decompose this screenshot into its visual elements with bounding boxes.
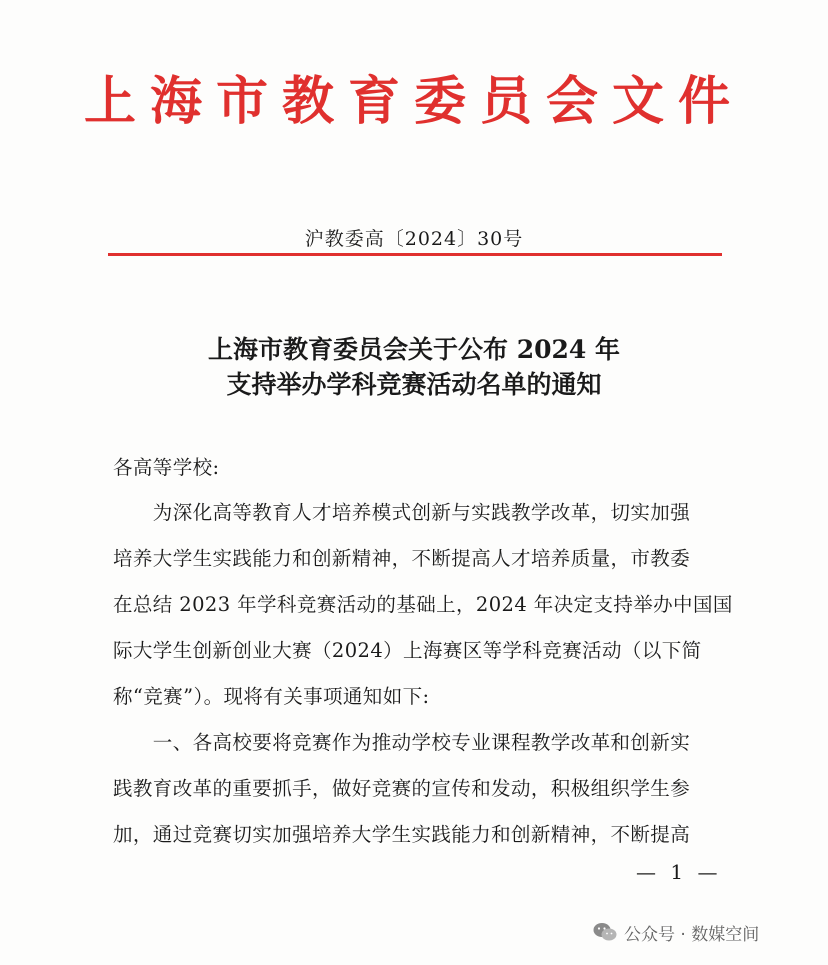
addressee: 各高等学校: bbox=[113, 456, 220, 479]
body-line: 培养大学生实践能力和创新精神，不断提高人才培养质量，市教委 bbox=[113, 547, 691, 570]
document-header-title: 上海市教育委员会文件 bbox=[83, 72, 744, 132]
watermark-text: 公众号 · 数媒空间 bbox=[624, 924, 760, 945]
watermark bbox=[592, 918, 759, 946]
wechat-icon bbox=[592, 921, 618, 943]
body-line: 加，通过竞赛切实加强培养大学生实践能力和创新精神，不断提高 bbox=[113, 823, 691, 846]
page-number: — 1 — bbox=[636, 860, 722, 884]
body-line: 称“竞赛”）。现将有关事项通知如下: bbox=[113, 685, 430, 708]
header-red-divider bbox=[108, 253, 722, 256]
body-line: 际大学生创新创业大赛（2024）上海赛区等学科竞赛活动（以下简 bbox=[113, 639, 702, 662]
body-line: 一、各高校要将竞赛作为推动学校专业课程教学改革和创新实 bbox=[113, 731, 691, 754]
body-line: 为深化高等教育人才培养模式创新与实践教学改革，切实加强 bbox=[113, 501, 691, 524]
notice-title-line-2: 支持举办学科竞赛活动名单的通知 bbox=[226, 370, 602, 399]
document-number: 沪教委高〔2024〕30号 bbox=[304, 228, 524, 250]
body-line: 在总结 2023 年学科竞赛活动的基础上，2024 年决定支持举办中国国 bbox=[113, 593, 733, 616]
body-line: 践教育改革的重要抓手，做好竞赛的宣传和发动，积极组织学生参 bbox=[113, 777, 691, 800]
notice-title-line-1: 上海市教育委员会关于公布 2024 年 bbox=[208, 335, 620, 364]
